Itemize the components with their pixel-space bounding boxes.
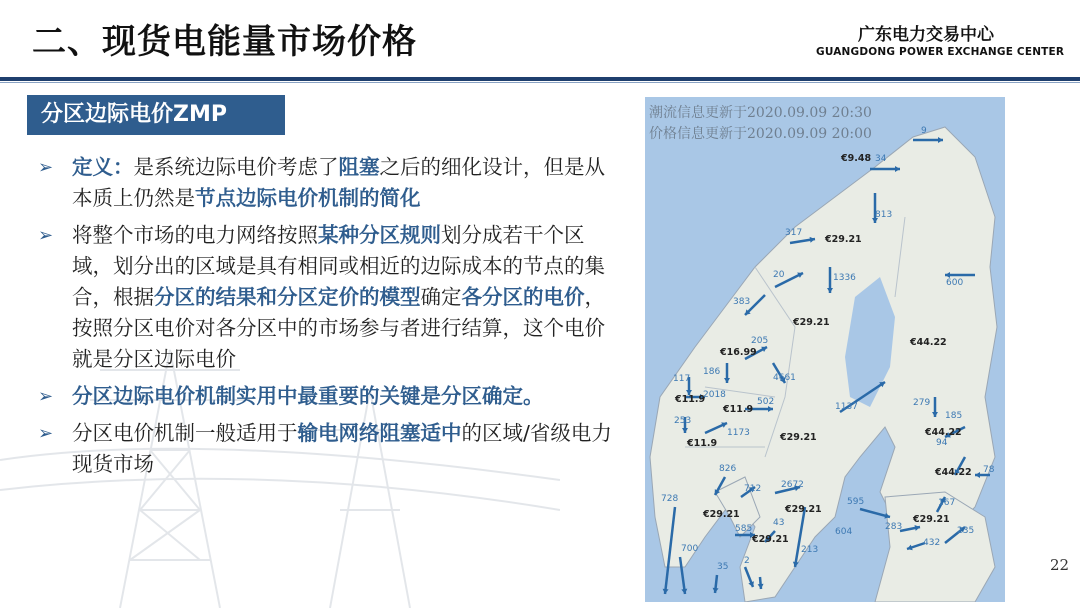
zone-price-label: €29.21 [913, 514, 950, 525]
flow-value-label: 78 [983, 465, 995, 475]
flow-value-label: 585 [735, 524, 753, 534]
bullet-arrow-icon: ➢ [38, 386, 54, 407]
flow-value-label: 712 [744, 484, 762, 494]
flow-value-label: 728 [661, 494, 679, 504]
page-number: 22 [1050, 556, 1070, 574]
map-price-update-text: 价格信息更新于2020.09.09 20:00 [649, 126, 872, 142]
flow-value-label: 383 [733, 297, 751, 307]
bullet-arrow-icon: ➢ [38, 157, 54, 178]
flow-value-label: 1173 [727, 428, 750, 438]
flow-value-label: 604 [835, 527, 853, 537]
zone-price-label: €44.22 [910, 337, 947, 348]
page-title: 二、现货电能量市场价格 [32, 22, 417, 62]
zone-price-label: €16.99 [720, 347, 757, 358]
zone-price-label: €44.22 [935, 467, 972, 478]
flow-value-label: 283 [885, 522, 903, 532]
org-name-cn: 广东电力交易中心 [858, 25, 994, 45]
flow-value-label: 4661 [773, 373, 796, 383]
flow-value-label: 253 [674, 416, 692, 426]
bullet-text: 是系统边际电价考虑了 [133, 155, 339, 179]
flow-value-label: 213 [801, 545, 819, 555]
zone-price-label: €29.21 [785, 504, 822, 515]
bullet-item [38, 381, 618, 412]
flow-value-label: 2 [744, 556, 750, 566]
zone-price-label: €29.21 [793, 317, 830, 328]
bullet-list [38, 152, 618, 486]
zone-price-label: €29.21 [780, 432, 817, 443]
flow-value-label: 317 [785, 228, 803, 238]
bullet-highlight-text: 阻塞 [338, 155, 380, 179]
bullet-arrow-icon: ➢ [38, 225, 54, 246]
flow-value-label: 595 [847, 497, 865, 507]
bullet-highlight-text: 某种分区规则 [318, 223, 441, 247]
zone-price-label: €11.9 [723, 404, 754, 415]
flow-value-label: 2018 [703, 390, 726, 400]
map-flow-update-text: 潮流信息更新于2020.09.09 20:30 [649, 105, 872, 121]
bullet-item [38, 418, 618, 480]
flow-value-label: 117 [673, 374, 691, 384]
zone-price-label: €11.9 [687, 438, 718, 449]
flow-value-label: 1336 [833, 273, 856, 283]
zone-price-label: €11.9 [675, 394, 706, 405]
nordic-price-map [645, 97, 1005, 602]
zone-price-label: €9.48 [841, 153, 872, 164]
bullet-item [38, 152, 618, 214]
bullet-highlight-text: 输电网络阻塞适中 [297, 421, 462, 445]
bullet-item [38, 220, 618, 375]
flow-value-label: 813 [875, 210, 893, 220]
flow-value-label: 1137 [835, 402, 858, 412]
flow-value-label: 9 [921, 126, 927, 136]
org-name-en: GUANGDONG POWER EXCHANGE CENTER [816, 46, 1065, 58]
flow-value-label: 20 [773, 270, 785, 280]
flow-value-label: 35 [717, 562, 729, 572]
header-divider [0, 77, 1080, 81]
bullet-text: 将整个市场的电力网络按照 [72, 223, 318, 247]
zone-price-label: €29.21 [703, 509, 740, 520]
flow-value-label: 167 [938, 498, 956, 508]
flow-value-label: 700 [681, 544, 699, 554]
bullet-highlight-text: 分区的结果和分区定价的模型 [154, 285, 421, 309]
flow-value-label: 186 [703, 367, 721, 377]
flow-value-label: 235 [957, 526, 975, 536]
bullet-text: 分区电价机制一般适用于 [72, 421, 298, 445]
bullet-highlight-text: 节点边际电价机制的简化 [195, 186, 421, 210]
flow-value-label: 185 [945, 411, 963, 421]
flow-value-label: 43 [773, 518, 785, 528]
bullet-arrow-icon: ➢ [38, 423, 54, 444]
flow-value-label: 205 [751, 336, 769, 346]
bullet-highlight-text: 各分区的电价 [461, 285, 585, 309]
zone-price-label: €29.21 [825, 234, 862, 245]
bullet-highlight-text: 分区边际电价机制实用中最重要的关键是分区确定。 [72, 384, 544, 408]
zone-price-label: €29.21 [752, 534, 789, 545]
bullet-text: 确定 [420, 285, 462, 309]
bullet-highlight-text: 定义： [72, 155, 134, 179]
flow-value-label: 432 [923, 538, 941, 548]
bullet-text: 划分成若干个区域，划分出的区域是具有相同或相近的边际成本的节点的集合，根据 [72, 223, 605, 309]
flow-value-label: 2672 [781, 480, 804, 490]
flow-value-label: 826 [719, 464, 737, 474]
bullet-text: 的区域/省级电力现货市场 [72, 421, 612, 476]
flow-value-label: 502 [757, 397, 775, 407]
flow-value-label: 34 [875, 154, 887, 164]
flow-value-label: 94 [936, 438, 948, 448]
bullet-text: 之后的细化设计，但是从本质上仍然是 [72, 155, 605, 210]
section-label: 分区边际电价ZMP [27, 95, 285, 135]
zone-price-label: €44.22 [925, 427, 962, 438]
flow-value-label: 600 [946, 278, 964, 288]
bullet-text: ，按照分区电价对各分区中的市场参与者进行结算，这个电价就是分区边际电价 [72, 285, 605, 371]
flow-value-label: 279 [913, 398, 931, 408]
header-divider-thin [0, 82, 1080, 83]
